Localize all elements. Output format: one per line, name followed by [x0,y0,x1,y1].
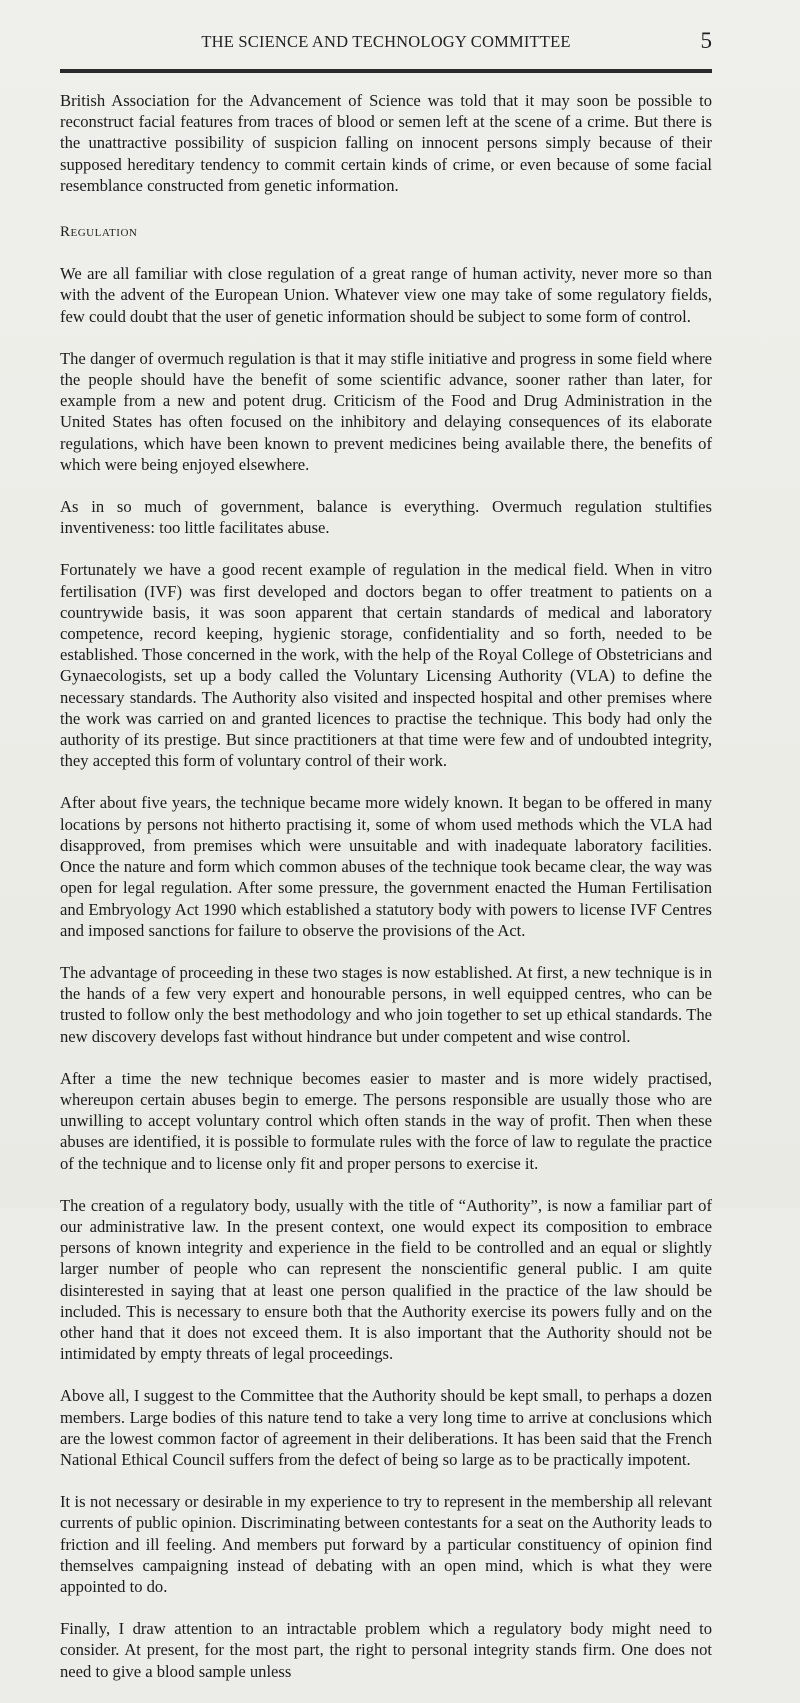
paragraph: After a time the new technique becomes easier to master and is more widely practised, whereupon certain abuses begin to emerge. The persons responsible are usually those who are unwilling to accept voluntary control which often stands in the way of profit. Then when these abuses are identified, it is possible to formulate rules with the force of law to regulate the practice of the technique and to license only fit and proper persons to exercise it. [60,1068,712,1173]
paragraph: The advantage of proceeding in these two stages is now established. At first, a new technique is in the hands of a few very expert and honourable persons, in well equipped centres, who can be trusted to follow only the best methodology and who join together to set up ethical standards. The new discovery develops fast without hindrance but under competent and wise control. [60,962,712,1046]
header-title: THE SCIENCE AND TECHNOLOGY COMMITTEE [201,32,571,51]
paragraph: As in so much of government, balance is everything. Overmuch regulation stultifies inventiveness: too little facilitates abuse. [60,497,712,538]
page-number: 5 [700,28,712,53]
paragraph: Finally, I draw attention to an intractable problem which a regulatory body might need to consider. At present, for the most part, the right to personal integrity stands firm. One does not need to give a blood sample unless [60,1619,712,1681]
paragraph: After about five years, the technique became more widely known. It began to be offered in many locations by persons not hitherto practising it, some of whom used methods which the VLA had disapproved, from premises which were unsuitable and with inadequate laboratory facilities. Once the nature and form which common abuses of the technique took became clear, the way was open for legal regulation. After some pressure, the government enacted the Human Fertilisation and Embryology Act 1990 which established a statutory body with powers to license IVF Centres and imposed sanctions for failure to observe the provisions of the Act. [60,793,712,940]
paragraph: Above all, I suggest to the Committee that the Authority should be kept small, to perhaps a dozen members. Large bodies of this nature tend to take a very long time to arrive at conclusions which are the lowest common factor of agreement in their deliberations. It has been said that the French National Ethical Council suffers from the defect of being so large as to be practically impotent. [60,1386,712,1469]
paragraph: The danger of overmuch regulation is that it may stifle initiative and progress in some field where the people should have the benefit of some scientific advance, sooner rather than later, for example from a new and potent drug. Criticism of the Food and Drug Administration in the United States has often focused on the inhibitory and delaying consequences of its elaborate regulations, which have been known to prevent medicines being available there, the benefits of which were being enjoyed elsewhere. [60,348,712,474]
paragraph: We are all familiar with close regulation of a great range of human activity, never more so than with the advent of the European Union. Whatever view one may take of some regulatory fields, few could doubt that the user of genetic information should be subject to some form of control. [60,264,712,326]
paragraph: The creation of a regulatory body, usually with the title of “Authority”, is now a familiar part of our administrative law. In the present context, one would expect its composition to embrace persons of known integrity and experience in the field to be controlled and an equal or slightly larger number of people who can represent the nonscientific general public. I am quite disinterested in saying that at least one person qualified in the practice of the law should be included. This is necessary to ensure both that the Authority exercise its powers fully and on the other hand that it does not exceed them. It is also important that the Authority should not be intimidated by empty threats of legal proceedings. [60,1195,712,1364]
paragraph-intro: British Association for the Advancement of Science was told that it may soon be possible to reconstruct facial features from traces of blood or semen left at the scene of a crime. But there is the unattractive possibility of suspicion falling on innocent persons simply because of their supposed hereditary tendency to commit certain kinds of crime, or even because of some facial resemblance constructed from genetic information. [60,91,712,195]
section-heading: Regulation [60,224,138,241]
paragraph: It is not necessary or desirable in my experience to try to represent in the membership all relevant currents of public opinion. Discriminating between contestants for a seat on the Authority leads to friction and ill feeling. And members put forward by a particular constituency of opinion find themselves campaigning instead of debating with an open mind, which is what they were appointed to do. [60,1492,712,1596]
paragraph: Fortunately we have a good recent example of regulation in the medical field. When in vitro fertilisation (IVF) was first developed and doctors began to offer treatment to patients on a countrywide basis, it was soon apparent that certain standards of medical and laboratory competence, record keeping, hygienic storage, confidentiality and so forth, needed to be established. Those concerned in the work, with the help of the Royal College of Obstetricians and Gynaecologists, set up a body called the Voluntary Licensing Authority (VLA) to define the necessary standards. The Authority also visited and inspected hospital and other premises where the work was carried on and granted licences to practise the technique. This body had only the authority of its prestige. But since practitioners at that time were few and of undoubted integrity, they accepted this form of voluntary control of their work. [60,560,712,771]
running-header [60,22,712,52]
header-rule [60,69,712,73]
body-text [60,90,712,1703]
